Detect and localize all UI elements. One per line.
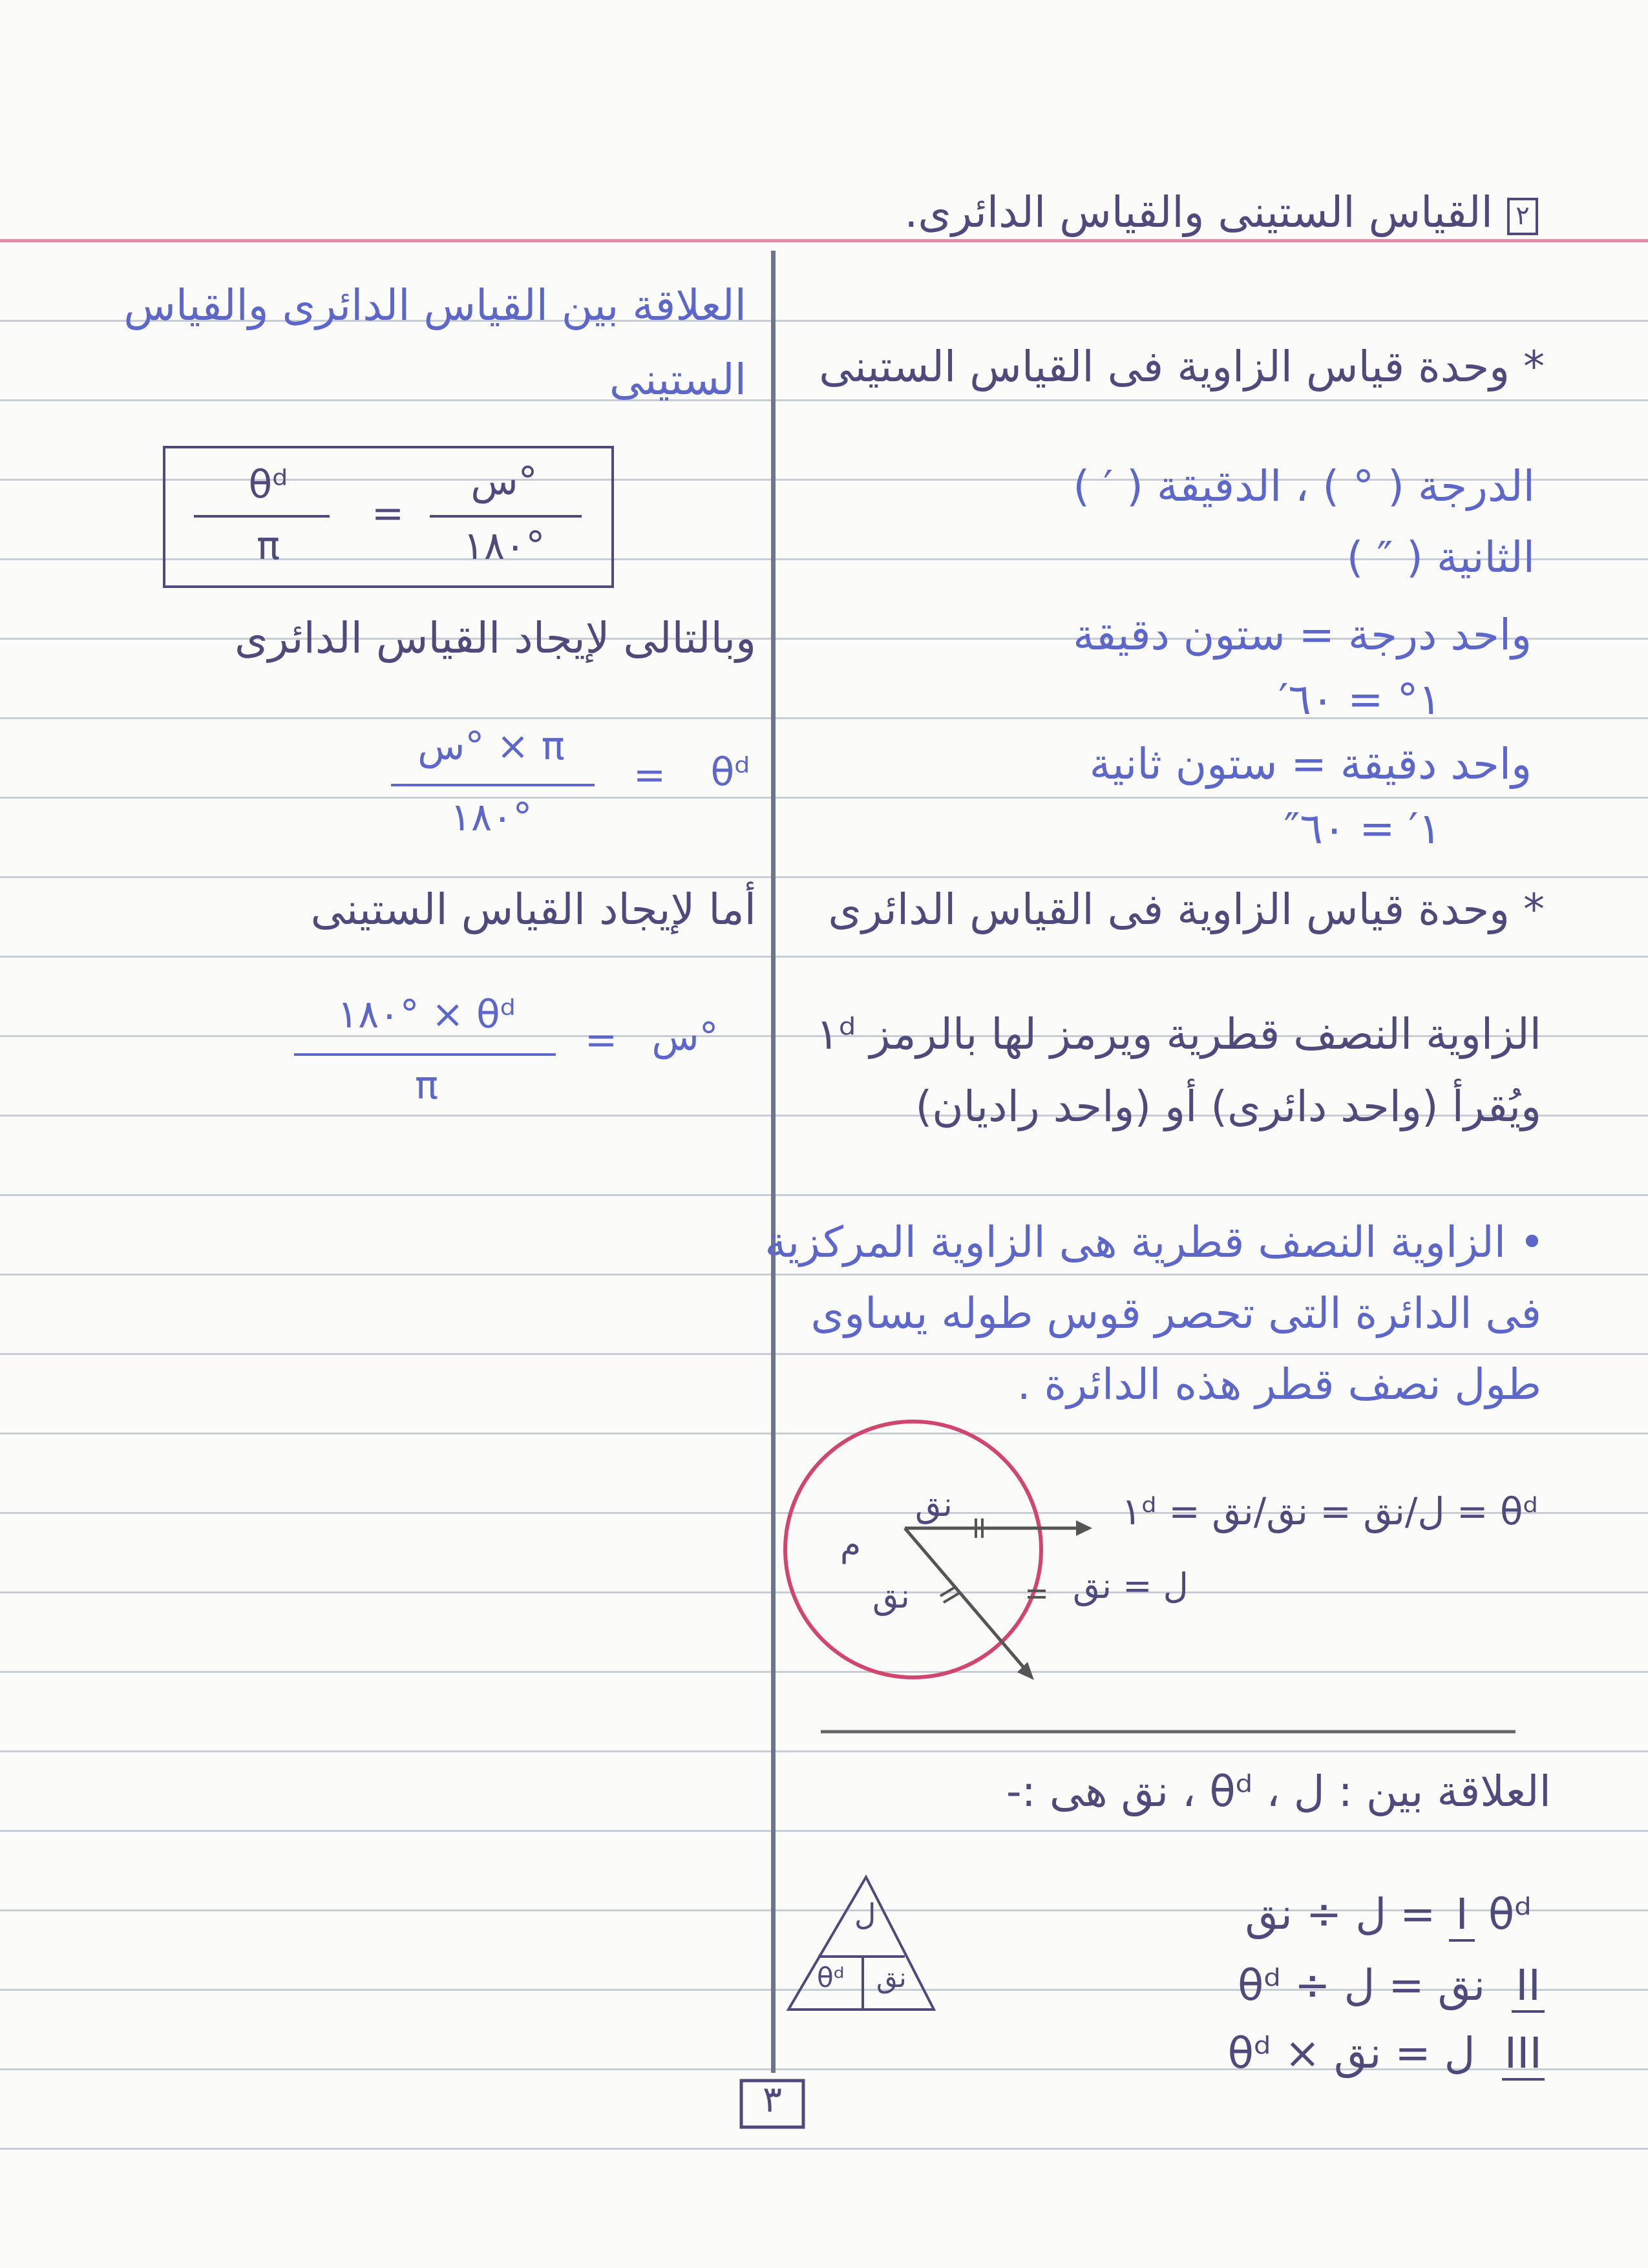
page-number: ٣ [762,2079,783,2121]
box-left-numerator: θᵈ [248,462,288,507]
degree-formula-numerator: ١٨٠° × θᵈ [337,992,516,1037]
box-left-denominator: π [256,523,280,569]
degree-formula-lhs: س° [651,1014,719,1060]
definition-line-2: فى الدائرة التى تحصر قوس طوله يساوى [810,1288,1541,1338]
one-minute-symbol: ١′ = ٦٠″ [1284,804,1441,854]
box-left-bar [194,515,330,518]
box-equals: = [371,491,405,536]
degree-formula-bar [294,1053,556,1056]
degree-minute-line: الدرجة ( ° ) ، الدقيقة ( ′ ) [1073,461,1535,511]
page-title: القياس الستينى والقياس الدائرى. [904,187,1493,237]
relation-2 [1238,1960,1545,2010]
tick-mark-3 [940,1586,956,1596]
one-minute-line: واحد دقيقة = ستون ثانية [1089,739,1532,789]
degree-formula-denominator: π [414,1063,439,1108]
radius-label-bottom: نق [872,1577,910,1616]
box-right-bar [430,515,582,518]
left-heading-line-1: العلاقة بين القياس الدائرى والقياس [123,280,746,330]
degree-formula-eq: = [584,1018,618,1063]
arrowhead-horizontal [1076,1520,1092,1536]
definition-line-1: • الزاوية النصف قطرية هى الزاوية المركزية [765,1217,1545,1267]
radian-intro: وبالتالى لإيجاد القياس الدائرى [235,613,756,663]
triangle-top-label: ل [854,1897,876,1932]
tick-mark-4 [944,1593,960,1602]
relation-3 [1227,2028,1545,2078]
relation-1-num: I [1449,1889,1474,1942]
radian-formula-denominator: ١٨٠° [450,795,533,840]
radian-formula-numerator: س° × π [417,724,565,769]
center-label: م [840,1526,861,1564]
relation-2-num: II [1512,1960,1545,2013]
relation-2-text: نق = ل ÷ θᵈ [1238,1960,1486,2010]
radian-line-1: الزاوية النصف قطرية ويرمز لها بالرمز ١ᵈ [816,1009,1541,1059]
one-degree-symbol: ١° = ٦٠′ [1278,675,1441,724]
box-right-denominator: ١٨٠° [463,523,545,569]
definition-line-3: طول نصف قطر هذه الدائرة . [1017,1360,1541,1409]
triangle-left-label: θᵈ [817,1962,845,1993]
radian-unit-heading: * وحدة قياس الزاوية فى القياس الدائرى [828,885,1545,934]
second-line: الثانية ( ″ ) [1346,532,1535,582]
arc-equals-radius: ل = نق [1073,1566,1188,1606]
relation-1-text: θᵈ = ل ÷ نق [1245,1889,1532,1939]
relation-3-text: ل = نق × θᵈ [1227,2028,1475,2078]
title-badge: ٢ [1516,201,1530,231]
degree-intro: أما لإيجاد القياس الستينى [310,885,756,934]
relation-3-num: III [1502,2028,1545,2081]
sixtieth-unit-heading: * وحدة قياس الزاوية فى القياس الستينى [819,342,1545,392]
radian-formula: θᵈ = ل/نق = نق/نق = ١ᵈ [1121,1489,1538,1533]
radian-formula-eq: = [633,753,666,798]
diagram-circle [785,1422,1041,1677]
left-heading-line-2: الستينى [609,355,746,404]
relation-1 [1245,1889,1545,1939]
one-degree-line: واحد درجة = ستون دقيقة [1073,610,1532,660]
radian-formula-bar [391,784,595,786]
box-right-numerator: س° [470,459,538,504]
radius-label-top: نق [915,1486,953,1524]
triangle-right-label: نق [876,1962,907,1993]
radian-line-2: ويُقرأ (واحد دائرى) أو (واحد راديان) [915,1082,1541,1131]
radian-formula-lhs: θᵈ [710,750,750,795]
radius-arrow-diagonal [905,1528,1029,1674]
relation-heading: العلاقة بين : ل ، θᵈ ، نق هى :- [1006,1767,1551,1816]
